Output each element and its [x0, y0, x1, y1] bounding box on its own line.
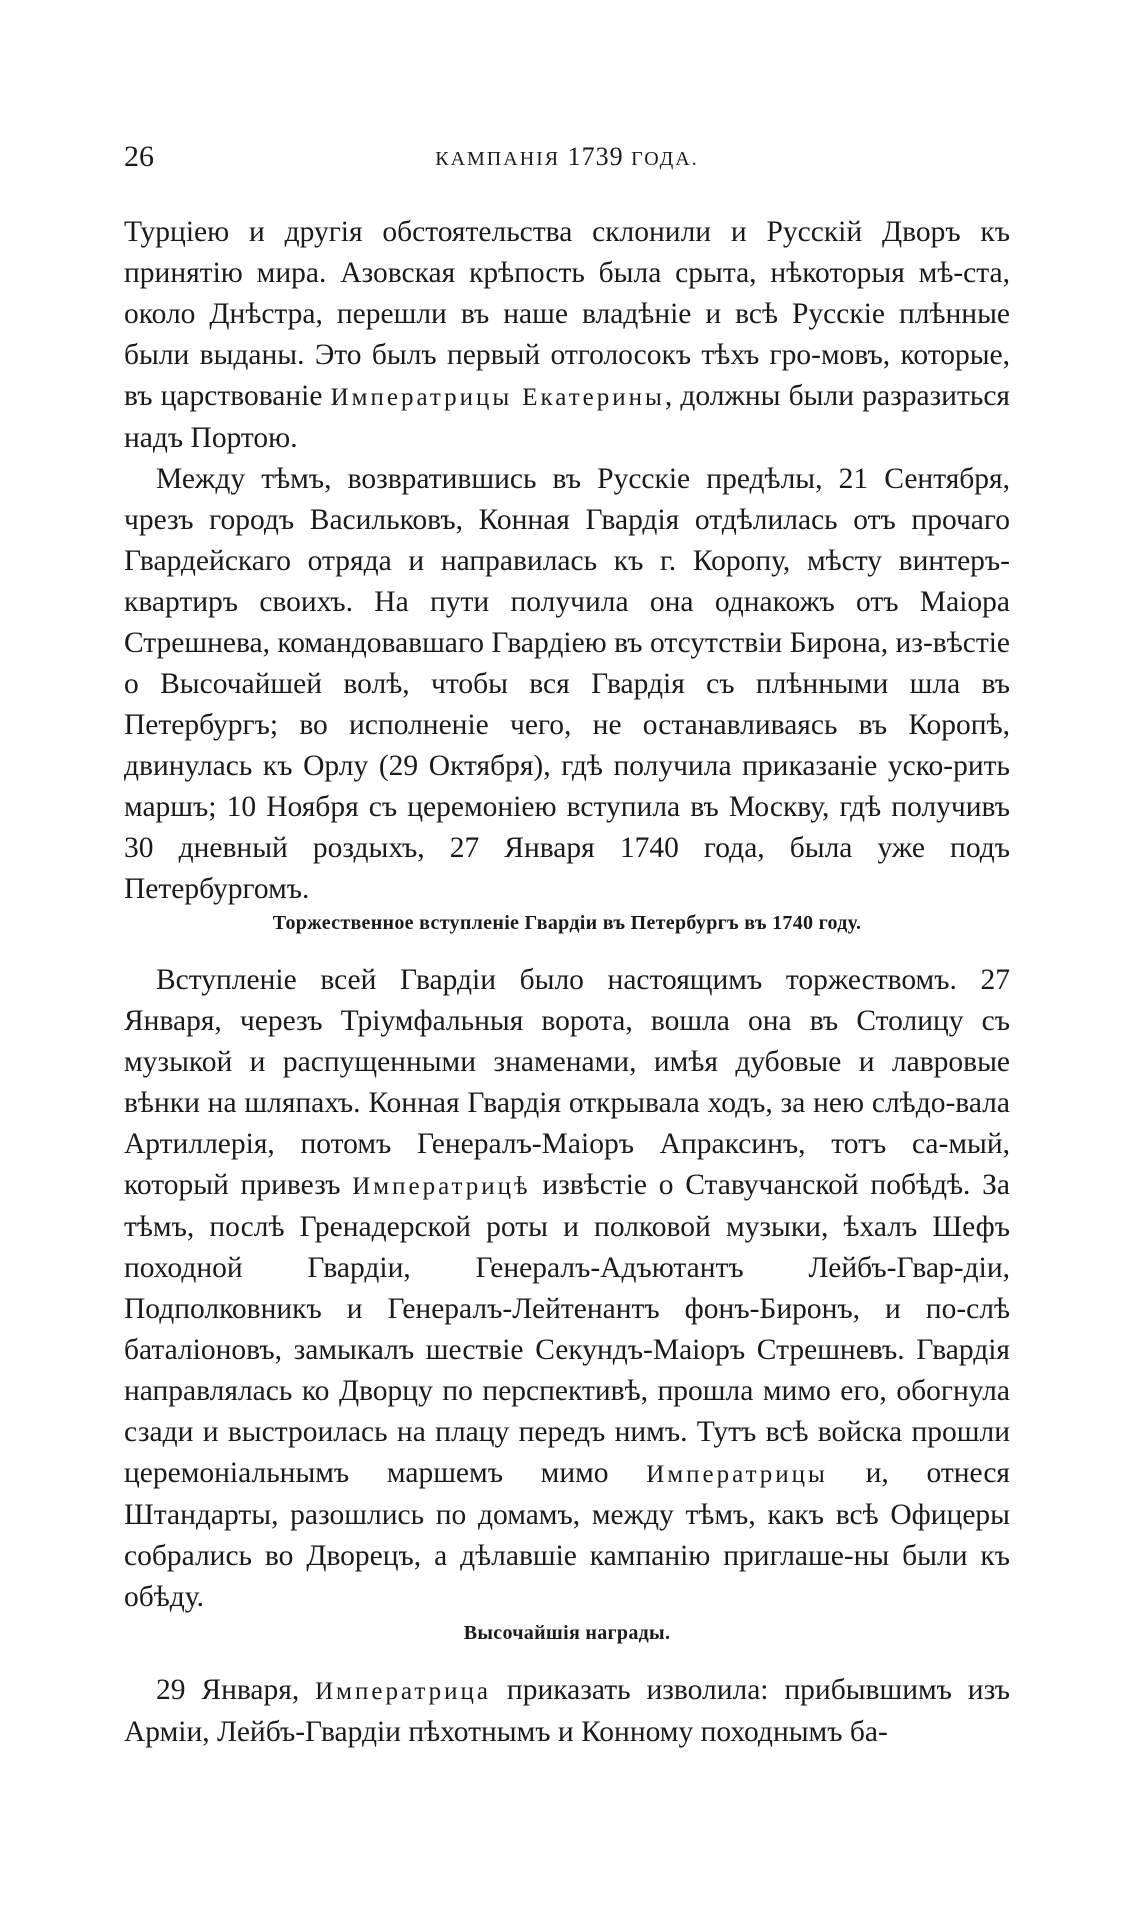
paragraph-4-text-b: приказать изволила: прибывшимъ изъ Арміи, Лейбъ-Гвардіи пѣхотнымъ и Конному походнымъ ба- [124, 1674, 1010, 1748]
paragraph-2: Между тѣмъ, возвратившись въ Русскіе предѣлы, 21 Сентября, чрезъ городъ Васильковъ, Конная Гвардія отдѣлилась отъ прочаго Гвардейскаго отряда и направилась къ г. Коропу, мѣсту винтеръ-квартиръ своихъ. На пути получила она однакожъ отъ Маіора Стрешнева, командовавшаго Гвардіею въ отсутствіи Бирона, из-вѣстіе о Высочайшей волѣ, чтобы вся Гвардія съ плѣнными шла въ Петербургъ; во исполненіе чего, не останавливаясь въ Коропѣ, двинулась къ Орлу (29 Октября), гдѣ получила приказаніе уско-рить маршъ; 10 Ноября съ церемоніею вступила въ Москву, гдѣ получивъ 30 дневный роздыхъ, 27 Января 1740 года, была уже подъ Петербургомъ. [124, 463, 1010, 905]
page-number: 26 [124, 140, 154, 173]
paragraph-3-text-c: и, отнеся Штандарты, разошлись по домамъ, между тѣмъ, какъ всѣ Офицеры собрались во Дворецъ, а дѣлавшіе кампанію приглаше-ны были къ обѣду. [124, 1457, 1010, 1613]
paragraph-3-emphasis: Императрицѣ [352, 1173, 531, 1200]
running-head-year: 1739 [567, 142, 624, 171]
paragraph-1-text-b: , должны были разразиться надъ Портою. [124, 380, 1010, 454]
subheading-awards: Высочайшія награды. [463, 1622, 671, 1644]
paragraph-4-emphasis: Императрица [315, 1678, 491, 1705]
text-section-1 [124, 212, 1010, 910]
subheading-entry: Торжественное вступленіе Гвардіи въ Петербургъ въ 1740 году. [272, 912, 862, 934]
text-section-3 [124, 1670, 1010, 1753]
paragraph-3-text-a: Вступленіе всей Гвардіи было настоящимъ торжествомъ. 27 Января, черезъ Тріумфальныя ворота, вошла она въ Столицу съ музыкой и распущенными знаменами, имѣя дубовые и лавровые вѣнки на шляпахъ. Конная Гвардія открывала ходъ, за нею слѣдо-вала Артиллерія, потомъ Генералъ-Маіоръ Апраксинъ, тотъ са-мый, который привезъ [124, 964, 1010, 1201]
page-header [124, 140, 1010, 180]
paragraph-1 [124, 212, 1010, 459]
paragraph-3-text-b: извѣстіе о Ставучанской побѣдѣ. За тѣмъ, послѣ Гренадерской роты и полковой музыки, ѣхалъ Шефъ походной Гвардіи, Генералъ-Адъютантъ Лейбъ-Гвар-діи, Подполковникъ и Генералъ-Лейтенантъ фонъ-Биронъ, и по-слѣ баталіоновъ, замыкалъ шествіе Секундъ-Маіоръ Стрешневъ. Гвардія направлялась ко Дворцу по перспективѣ, прошла мимо его, обогнула сзади и выстроилась на плацу передъ нимъ. Тутъ всѣ войска прошли церемоніальнымъ маршемъ мимо [124, 1169, 1010, 1489]
running-head-tail: ГОДА. [631, 148, 699, 170]
text-section-2 [124, 960, 1010, 1618]
running-head-title: КАМПАНІЯ [435, 148, 561, 170]
paragraph-4 [124, 1670, 1010, 1753]
running-head [124, 142, 1010, 172]
paragraph-4-text-a: 29 Января, [156, 1674, 316, 1706]
paragraph-3 [124, 960, 1010, 1618]
paragraph-3-emphasis-2: Императрицы [646, 1461, 828, 1488]
paragraph-1-emphasis: Императрицы Екатерины [330, 384, 665, 411]
paragraph-1-text-a: Турціею и другія обстоятельства склонили и Русскій Дворъ къ принятію мира. Азовская крѣпость была срыта, нѣкоторыя мѣ-ста, около Днѣстра, перешли въ наше владѣніе и всѣ Русскіе плѣнные были выданы. Это былъ первый отголосокъ тѣхъ гро-мовъ, которые, въ царствованіе [124, 216, 1010, 412]
